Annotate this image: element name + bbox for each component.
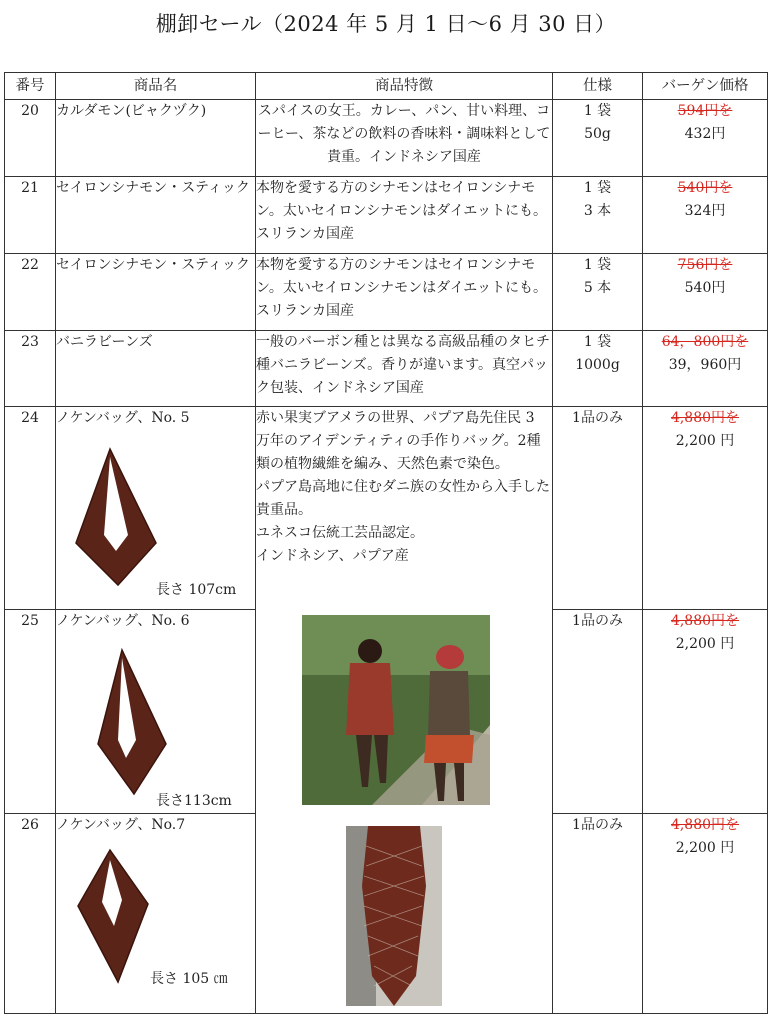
sale-table (4, 72, 768, 1014)
sale-price: 2,200 円 (675, 433, 735, 449)
product-name: カルダモン(ビャクヅク) (56, 100, 256, 177)
sale-price: 39，960円 (668, 357, 742, 373)
product-features: 本物を愛する方のシナモンはセイロンシナモン。太いセイロンシナモンはダイエットにも。スリランカ国産 (256, 177, 553, 254)
table-header-row (5, 73, 768, 100)
product-name-cell (56, 610, 256, 814)
product-name: ノケンバッグ、No.7 (56, 817, 186, 833)
original-price: 756円を (677, 257, 733, 273)
product-spec (553, 814, 643, 1014)
spec-unit: 1品のみ (572, 410, 623, 426)
row-number: 22 (5, 254, 56, 331)
product-spec (553, 177, 643, 254)
product-price (643, 610, 768, 814)
noken-bag-image (72, 447, 162, 587)
spec-amount: 1000g (575, 357, 620, 373)
original-price: 64，800円を (661, 334, 749, 350)
row-number: 20 (5, 100, 56, 177)
bag-length: 長さ 107cm (156, 582, 237, 598)
product-name: ノケンバッグ、No. 6 (56, 613, 190, 629)
product-spec (553, 331, 643, 407)
spec-amount: 3 本 (583, 203, 612, 219)
dani-women-photo (302, 615, 490, 805)
bag-length: 長さ113cm (156, 793, 232, 809)
product-features: スパイスの女王。カレー、パン、甘い料理、コーヒー、茶などの飲料の香味料・調味料として貴重。インドネシア国産 (256, 100, 553, 177)
product-name: バニラビーンズ (56, 331, 256, 407)
product-spec (553, 254, 643, 331)
sale-price: 324円 (684, 203, 726, 219)
sale-price: 2,200 円 (675, 840, 735, 856)
product-spec (553, 100, 643, 177)
bag-length: 長さ 105 ㎝ (150, 971, 228, 987)
header-number: 番号 (5, 73, 56, 100)
row-number: 21 (5, 177, 56, 254)
page-title: 棚卸セール（2024 年 5 月 1 日～6 月 30 日） (155, 12, 617, 36)
row-number: 25 (5, 610, 56, 814)
product-name-cell (56, 407, 256, 610)
sale-price: 432円 (684, 126, 726, 142)
header-price: バーゲン価格 (643, 73, 768, 100)
row-number: 24 (5, 407, 56, 610)
original-price: 4,880円を (670, 410, 740, 426)
spec-unit: 1 袋 (583, 257, 612, 273)
row-number: 26 (5, 814, 56, 1014)
product-features: 一般のバーボン種とは異なる高級品種のタヒチ種バニラビーンズ。香りが違います。真空パック包装、インドネシア国産 (256, 331, 553, 407)
original-price: 4,880円を (670, 613, 740, 629)
product-price (643, 100, 768, 177)
product-features-cell (256, 407, 553, 1014)
spec-unit: 1 袋 (583, 103, 612, 119)
noken-bag-image (92, 648, 172, 796)
header-name: 商品名 (56, 73, 256, 100)
product-spec (553, 610, 643, 814)
product-name: セイロンシナモン・スティック (56, 177, 256, 254)
row-number: 23 (5, 331, 56, 407)
original-price: 540円を (677, 180, 733, 196)
product-price (643, 254, 768, 331)
table-row (5, 407, 768, 610)
product-features: 本物を愛する方のシナモンはセイロンシナモン。太いセイロンシナモンはダイエットにも。スリランカ国産 (256, 254, 553, 331)
original-price: 594円を (677, 103, 733, 119)
spec-unit: 1 袋 (583, 180, 612, 196)
product-spec (553, 407, 643, 610)
product-name: ノケンバッグ、No. 5 (56, 410, 190, 426)
spec-unit: 1品のみ (572, 613, 623, 629)
noken-bag-photo (346, 826, 442, 1006)
product-price (643, 814, 768, 1014)
product-features: 赤い果実ブアメラの世界、パプア島先住民 3 万年のアイデンティティの手作りバッグ。2種類の植物繊維を編み、天然色素で染色。 パプア島高地に住むダニ族の女性から入手した貴重品。 ユネスコ伝統工芸品認定。 インドネシア、パプア産 (256, 410, 550, 564)
noken-bag-image (72, 848, 152, 984)
header-spec: 仕様 (553, 73, 643, 100)
table-row (5, 100, 768, 177)
spec-amount: 5 本 (583, 280, 612, 296)
spec-unit: 1 袋 (583, 334, 612, 350)
product-price (643, 331, 768, 407)
header-features: 商品特徴 (256, 73, 553, 100)
product-name-cell (56, 814, 256, 1014)
spec-unit: 1品のみ (572, 817, 623, 833)
sale-price: 2,200 円 (675, 636, 735, 652)
table-row (5, 177, 768, 254)
table-row (5, 254, 768, 331)
table-row (5, 331, 768, 407)
sale-price: 540円 (684, 280, 726, 296)
product-name: セイロンシナモン・スティック (56, 254, 256, 331)
original-price: 4,880円を (670, 817, 740, 833)
product-price (643, 177, 768, 254)
product-price (643, 407, 768, 610)
spec-amount: 50g (584, 126, 611, 142)
